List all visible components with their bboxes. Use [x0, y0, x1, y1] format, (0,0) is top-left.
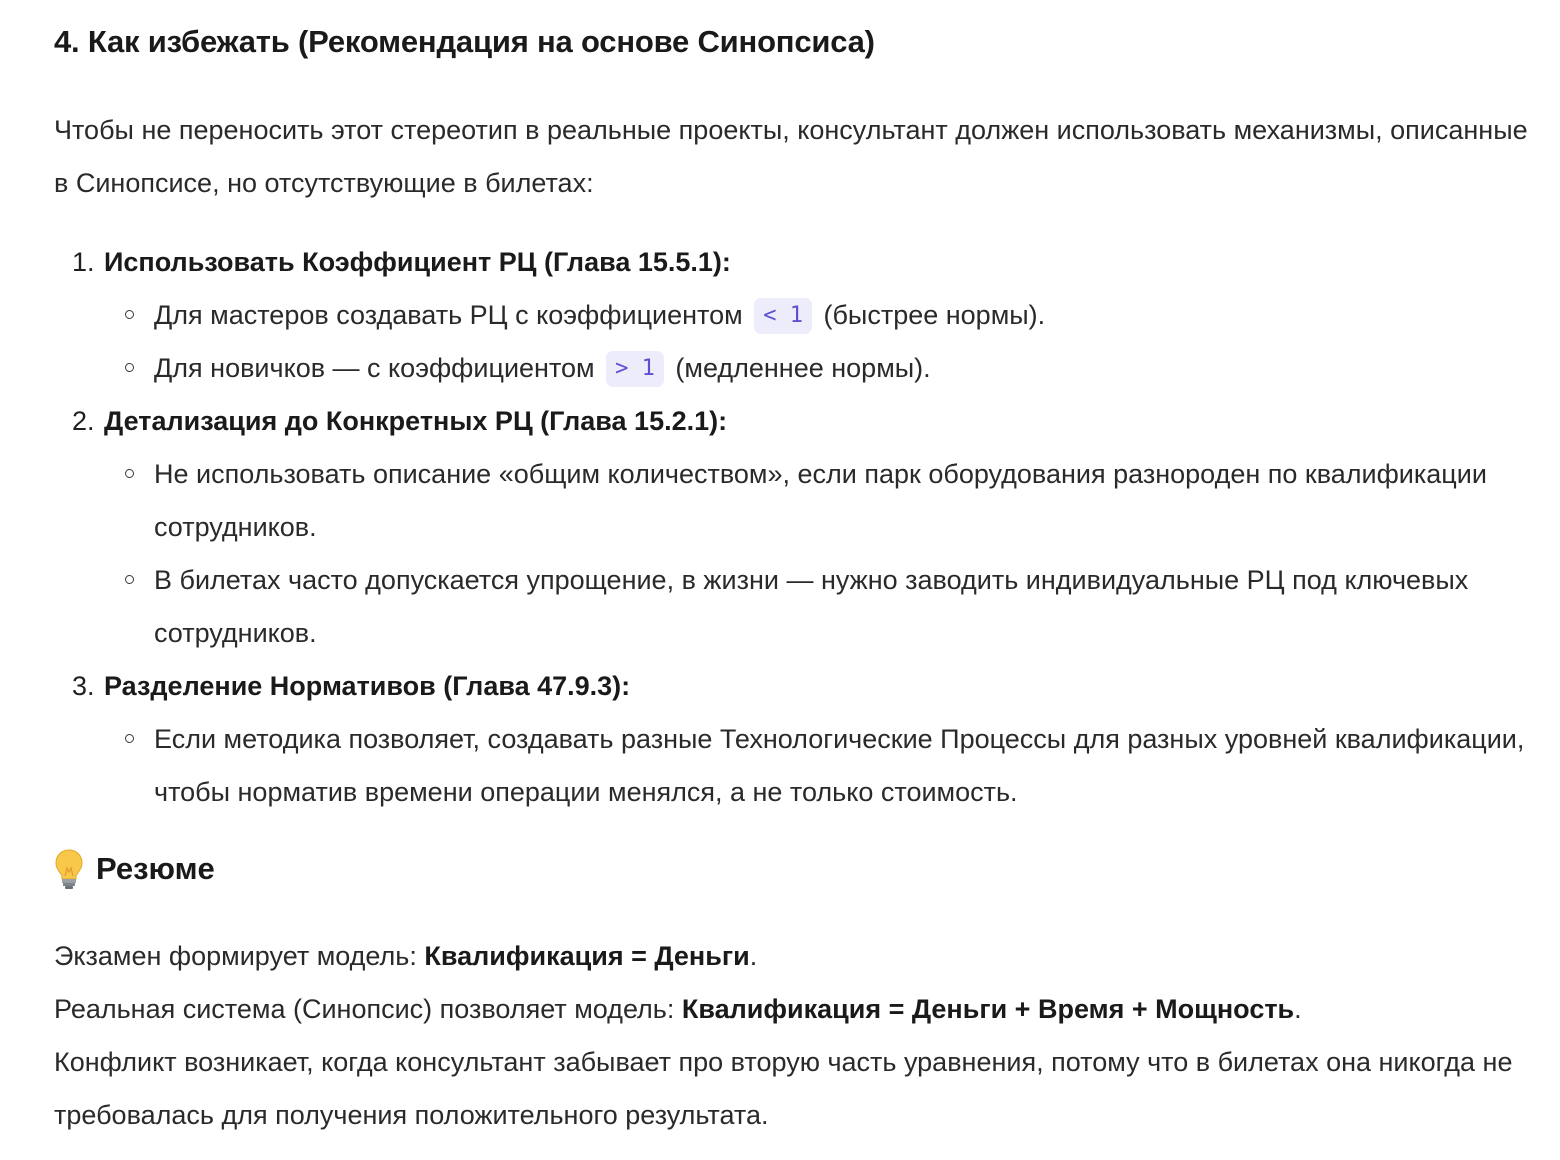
sub-item-text: (медленнее нормы).: [675, 353, 931, 383]
summary-title: Резюме: [96, 851, 215, 886]
summary-text: Экзамен формирует модель:: [54, 941, 425, 971]
step-title: Разделение Нормативов (Глава 47.9.3):: [104, 671, 631, 701]
summary-line: [54, 983, 1534, 1036]
summary-formula: Квалификация = Деньги + Время + Мощность: [681, 994, 1295, 1024]
sub-item-text: (быстрее нормы).: [823, 300, 1046, 330]
inline-code: < 1: [754, 298, 812, 334]
summary-line: Конфликт возникает, когда консультант забывает про вторую часть уравнения, потому что в билетах она никогда не требовалась для получения положительного результата.: [54, 1047, 1513, 1130]
summary-text: Реальная система (Синопсис) позволяет модель:: [54, 994, 682, 1024]
sub-list: [104, 448, 1560, 660]
recommendation-list: [54, 236, 1560, 819]
sub-item: Если методика позволяет, создавать разные Технологические Процессы для разных уровней квалификации, чтобы норматив времени операции менялся, а не только стоимость.: [152, 713, 1560, 819]
sub-item: [152, 289, 1560, 342]
sub-list: [104, 713, 1560, 819]
step-title: Использовать Коэффициент РЦ (Глава 15.5.1):: [104, 247, 731, 277]
sub-item-text: Для новичков — с коэффициентом: [154, 353, 595, 383]
summary-heading: [54, 848, 215, 890]
sub-item-text: Для мастеров создавать РЦ с коэффициентом: [154, 300, 743, 330]
inline-code: > 1: [606, 351, 664, 387]
step-title: Детализация до Конкретных РЦ (Глава 15.2.1):: [104, 406, 728, 436]
intro-paragraph: Чтобы не переносить этот стереотип в реальные проекты, консультант должен использовать механизмы, описанные в Синопсисе, но отсутствующие в билетах:: [54, 115, 1528, 198]
step-item: [102, 395, 1560, 660]
lightbulb-icon: [54, 848, 84, 890]
summary-formula: Квалификация = Деньги: [424, 941, 750, 971]
section-title: 4. Как избежать (Рекомендация на основе Синопсиса): [54, 24, 875, 59]
summary-text: .: [749, 941, 758, 971]
step-item: [102, 236, 1560, 395]
summary-body: [54, 930, 1534, 1142]
step-item: [102, 660, 1560, 819]
summary-text: .: [1294, 994, 1302, 1024]
sub-item: Не использовать описание «общим количеством», если парк оборудования разнороден по квалификации сотрудников.: [152, 448, 1560, 554]
sub-list: [104, 289, 1560, 395]
sub-item: В билетах часто допускается упрощение, в жизни — нужно заводить индивидуальные РЦ под ключевых сотрудников.: [152, 554, 1560, 660]
summary-line: [54, 930, 1534, 983]
sub-item: [152, 342, 1560, 395]
